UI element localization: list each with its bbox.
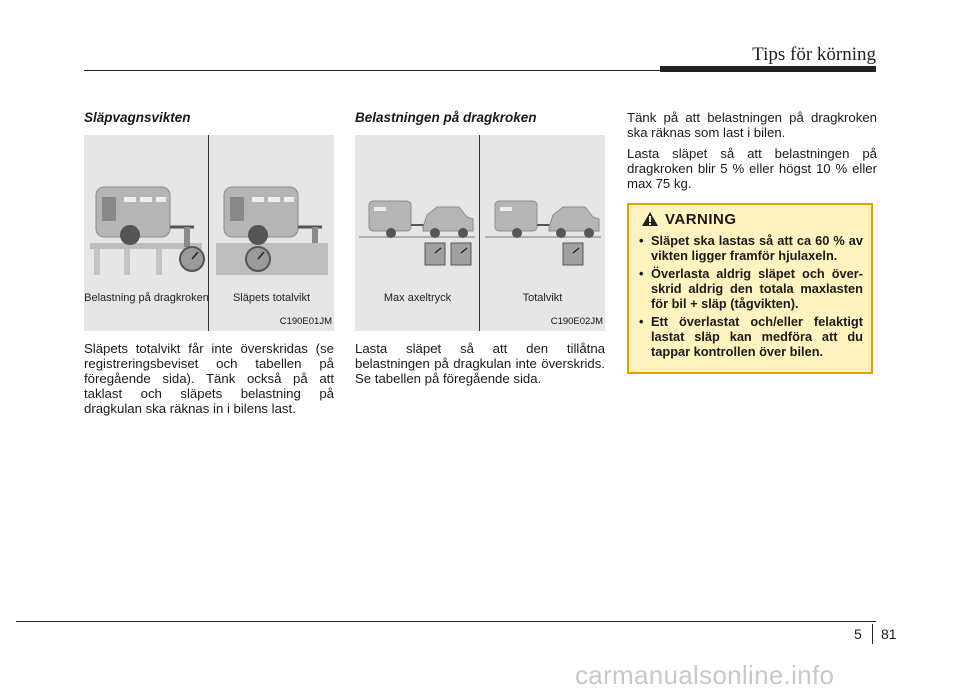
column-notes xyxy=(627,110,877,374)
section-heading-trailer-weight: Släpvagnsvikten xyxy=(84,110,191,125)
paragraph-load-counts: Tänk på att belastningen på dragkroken ska räknas som last i bilen. xyxy=(627,110,877,140)
header-rule-thick xyxy=(660,66,876,72)
warning-triangle-icon xyxy=(641,211,659,227)
footer-rule xyxy=(16,621,876,622)
figure-label-total-weight: Släpets totalvikt xyxy=(232,292,311,304)
chapter-number: 5 xyxy=(854,626,862,642)
warning-item: • Ett överlastat och/eller felaktigt lastat släp kan medföra att du tappar kontrollen över bilen. xyxy=(637,314,863,359)
figure-label-hitch-load: Belastning på dragkroken xyxy=(84,292,209,304)
section-heading-hitch-load: Belastningen på dragkroken xyxy=(355,110,537,125)
figure-trailer-weight xyxy=(84,135,334,331)
header-rule xyxy=(84,70,660,71)
figure-code: C190E02JM xyxy=(550,316,603,327)
paragraph-trailer-weight: Släpets totalvikt får inte överskridas (se registreringsbeviset och tabellen på föregående sida). Tänk också på att taklast och släpets belastning på dragkulan ska räknas in i bilens last. xyxy=(84,341,334,416)
figure-code: C190E01JM xyxy=(279,316,332,327)
column-hitch-load xyxy=(355,110,605,392)
watermark: carmanualsonline.info xyxy=(575,660,835,690)
warning-item: • Överlasta aldrig släpet och över- skrid aldrig den totala maxlasten för bil + släp (tågvikten). xyxy=(637,266,863,311)
warning-title: VARNING xyxy=(665,210,737,228)
figure-hitch-load xyxy=(355,135,605,331)
column-trailer-weight xyxy=(84,110,334,422)
paragraph-hitch-load: Lasta släpet så att den tillåtna belastningen på dragkulan inte överskrids. Se tabellen på föregående sida. xyxy=(355,341,605,386)
paragraph-load-percent: Lasta släpet så att belastningen på dragkroken blir 5 % eller högst 10 % eller max 75 kg. xyxy=(627,146,877,191)
page-number-separator xyxy=(872,624,873,644)
page-number: 81 xyxy=(881,626,897,642)
running-header-title: Tips för körning xyxy=(752,44,876,65)
warning-box xyxy=(627,203,873,374)
warning-item: • Släpet ska lastas så att ca 60 % av vikten ligger framför hjulaxeln. xyxy=(637,233,863,263)
warning-header xyxy=(637,211,863,227)
figure-label-max-axle: Max axeltryck xyxy=(383,292,452,304)
warning-list xyxy=(637,233,863,359)
figure-label-total-weight: Totalvikt xyxy=(522,292,563,304)
